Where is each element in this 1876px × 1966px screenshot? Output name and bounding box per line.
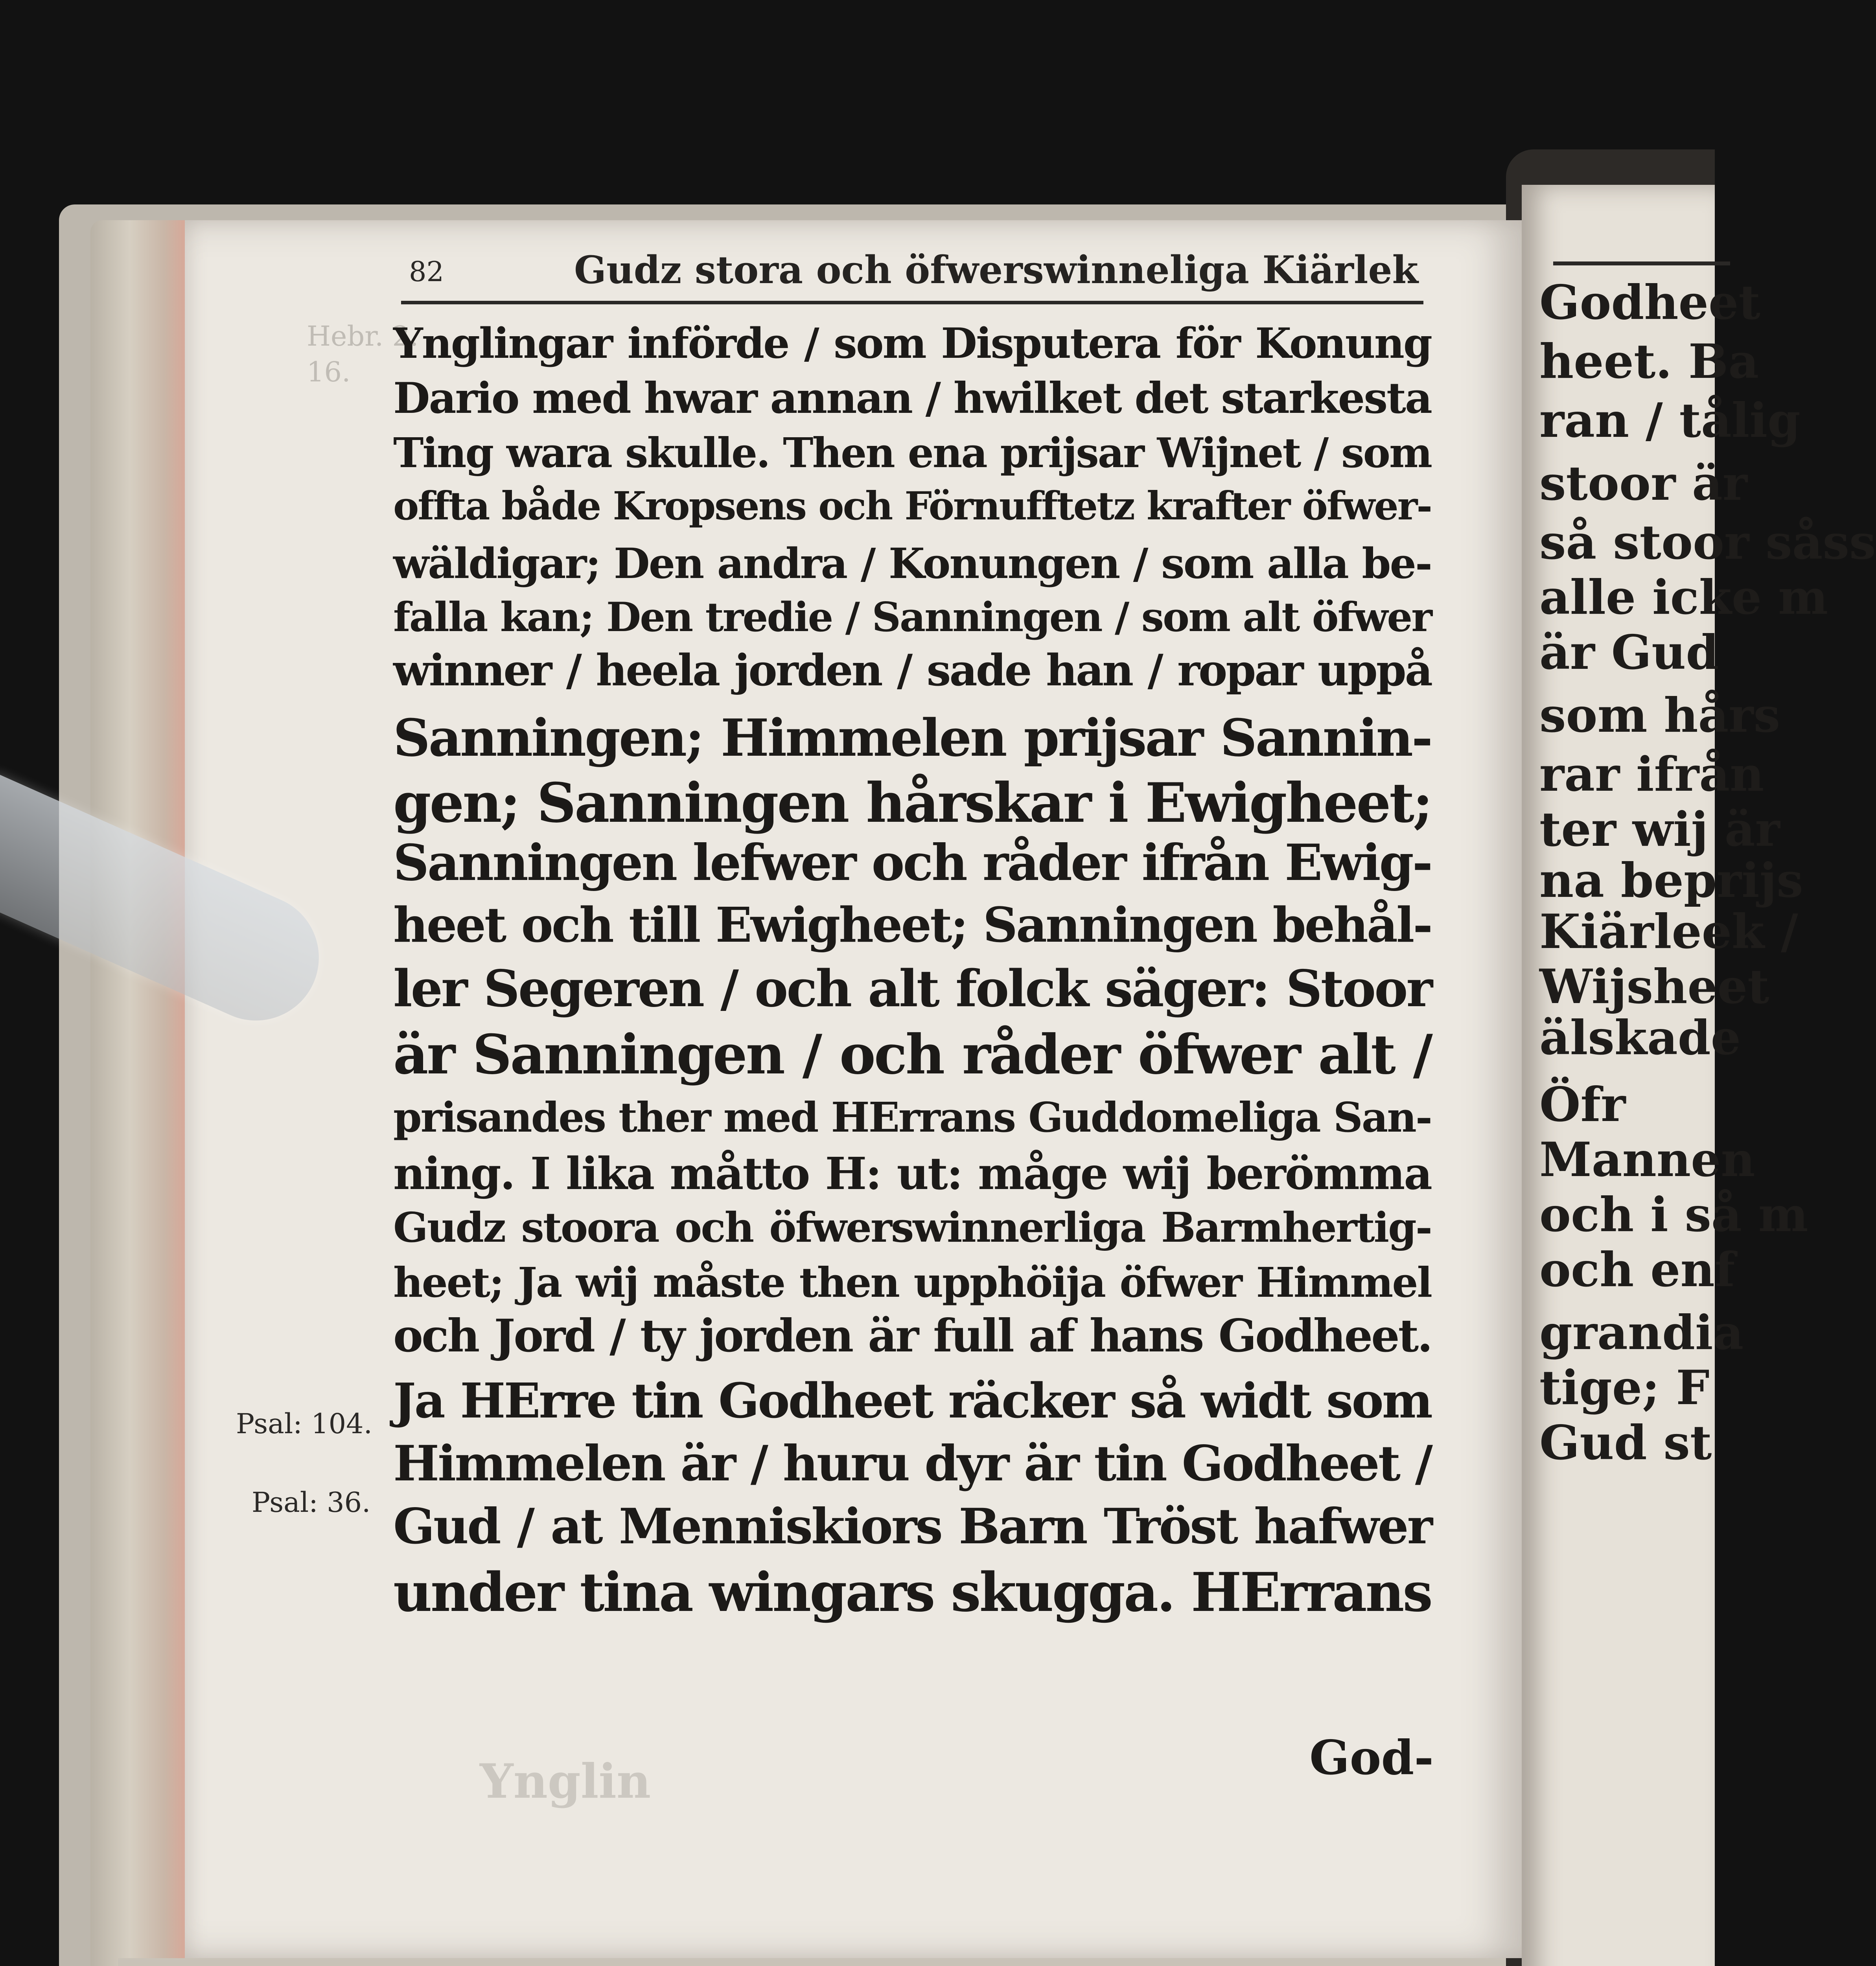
- text-line: Ynglingar införde / som Disputera för Konung: [393, 318, 1431, 368]
- text-line: heet och till Ewigheet; Sanningen behål-: [393, 896, 1431, 953]
- page-bottom-fold: [118, 1958, 1518, 1966]
- right-page-line: är Gud: [1539, 625, 1719, 680]
- right-page-header-rule: [1553, 261, 1730, 265]
- text-line: är Sanningen / och råder öfwer alt /: [393, 1022, 1431, 1086]
- right-page-line: Godheet: [1539, 275, 1760, 330]
- text-line: Sanningen; Himmelen prijsar Sannin-: [393, 708, 1431, 768]
- right-page-line: alle icke m: [1539, 570, 1828, 625]
- right-page-line: Gud st: [1539, 1415, 1712, 1471]
- text-line: Himmelen är / huru dyr är tin Godheet /: [393, 1435, 1431, 1492]
- right-page-line: som hårs: [1539, 688, 1780, 743]
- margin-note-psal-104: Psal: 104.: [236, 1408, 372, 1440]
- text-line: Gudz stoora och öfwerswinnerliga Barmhertig-: [393, 1203, 1431, 1252]
- left-page: [185, 220, 1522, 1958]
- catchword: God-: [1309, 1730, 1434, 1786]
- text-line: under tina wingars skugga. HErrans: [393, 1561, 1431, 1624]
- text-line: winner / heela jorden / sade han / ropar uppå: [393, 645, 1431, 696]
- right-page-line: tige; F: [1539, 1360, 1710, 1416]
- page-edges: [90, 220, 189, 1966]
- right-page-line: ran / tålig: [1539, 393, 1801, 448]
- right-page-line: älskade: [1539, 1010, 1741, 1066]
- right-page-line: stoor är: [1539, 456, 1748, 511]
- right-page-line: grandia: [1539, 1305, 1744, 1360]
- show-through-catchword: Ynglin: [480, 1754, 651, 1809]
- text-line: prisandes ther med HErrans Guddomeliga San-: [393, 1093, 1431, 1141]
- text-line: falla kan; Den tredie / Sanningen / som alt öfwer: [393, 594, 1431, 641]
- right-page-line: Kiärleek /: [1539, 904, 1798, 959]
- header-rule: [401, 301, 1423, 304]
- right-page: [1522, 185, 1876, 1966]
- right-page-line: heet. Ba: [1539, 334, 1759, 389]
- text-line: Ja HErre tin Godheet räcker så widt som: [393, 1372, 1431, 1429]
- right-page-line: Öfr: [1539, 1077, 1626, 1132]
- running-title: Gudz stora och öfwerswinneliga Kiärlek: [574, 248, 1419, 292]
- right-page-line: och i så m: [1539, 1187, 1808, 1243]
- text-line: heet; Ja wij måste then upphöija öfwer Himmel: [393, 1258, 1431, 1307]
- text-line: wäldigar; Den andra / Konungen / som alla be-: [393, 539, 1431, 588]
- right-page-line: ter wij är: [1539, 802, 1780, 857]
- right-page-line: Mannen: [1539, 1132, 1755, 1187]
- right-page-line: Wijsheet: [1539, 959, 1769, 1014]
- text-line: Dario med hwar annan / hwilket det starkesta: [393, 374, 1431, 423]
- text-line: gen; Sanningen hårskar i Ewigheet;: [393, 771, 1431, 835]
- right-page-line: na beprijs: [1539, 853, 1803, 908]
- running-header: [409, 248, 1427, 295]
- show-through-margin-text: Hebr. 2. 16.: [307, 320, 419, 388]
- text-line: Gud / at Menniskiors Barn Tröst hafwer: [393, 1498, 1431, 1555]
- text-line: ning. I lika måtto H: ut: måge wij berömma: [393, 1148, 1431, 1200]
- text-line: ler Segeren / och alt folck säger: Stoor: [393, 959, 1431, 1018]
- text-line: offta både Kropsens och Förnufftetz krafter öfwer-: [393, 484, 1431, 529]
- margin-note-psal-36: Psal: 36.: [252, 1486, 371, 1519]
- right-page-line: och enf: [1539, 1242, 1735, 1298]
- text-line: Ting wara skulle. Then ena prijsar Wijnet / som: [393, 429, 1431, 477]
- right-page-line: så stoor såss: [1539, 515, 1876, 570]
- text-line: och Jord / ty jorden är full af hans Godheet.: [393, 1309, 1431, 1362]
- page-number: 82: [409, 256, 444, 288]
- text-line: Sanningen lefwer och råder ifrån Ewig-: [393, 834, 1431, 892]
- right-page-line: rar ifrån: [1539, 747, 1764, 802]
